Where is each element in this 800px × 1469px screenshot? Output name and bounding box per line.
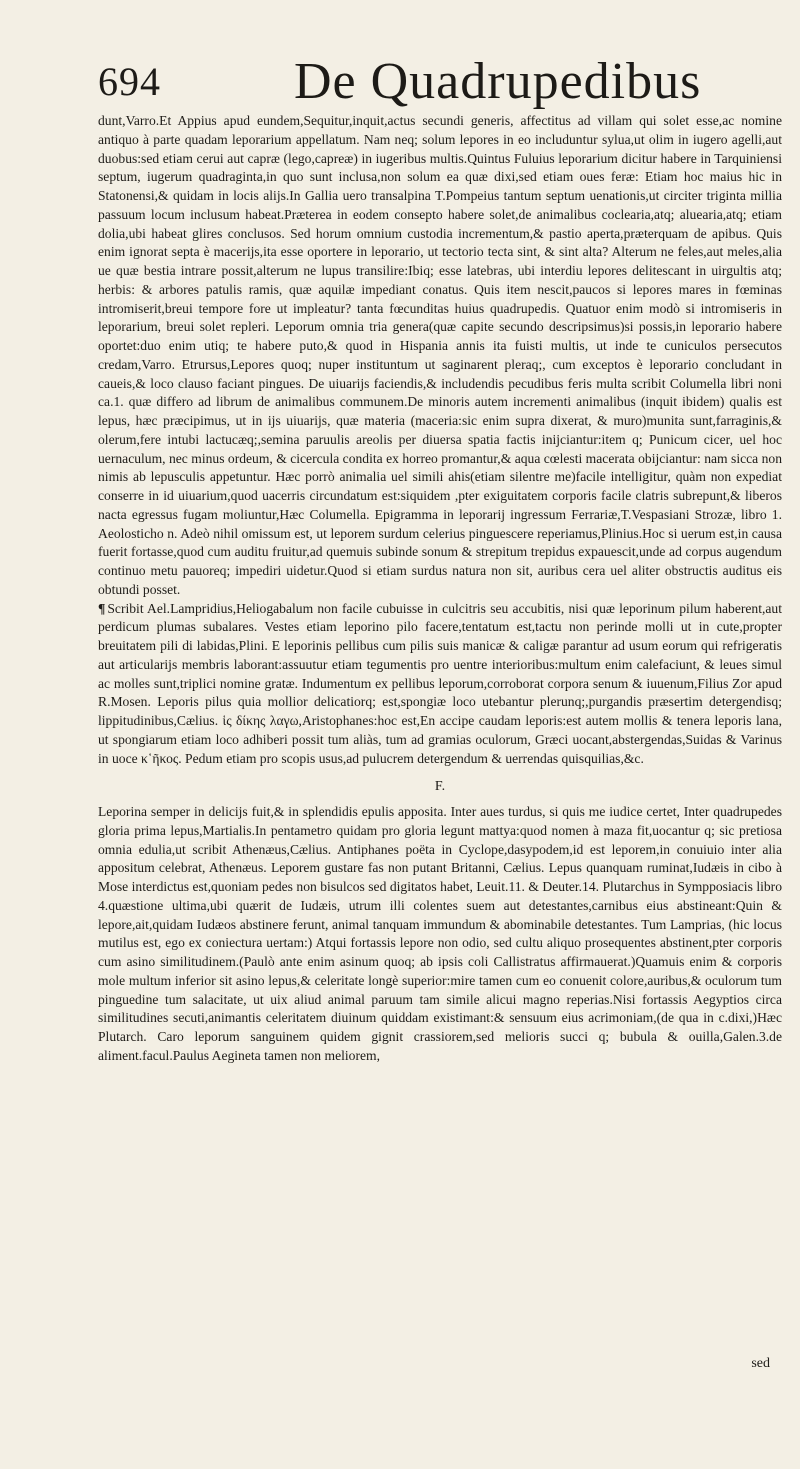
- running-head: De Quadrupedibus: [294, 53, 702, 110]
- catchword: sed: [751, 1356, 770, 1371]
- paragraph: Leporina semper in delicijs fuit,& in splendidis epulis apposita. Inter aues turdus, si quis me iudice certet, Inter quadrupedes gloria prima lepus,Martialis.In pentametro quidam pro gloria legunt mattya:quod nomen à maza fit,uocantur q; sic pretiosa omnia edulia,ut scribit Athenæus,Cælius. Antiphanes poëta in Cyclope,dasypodem,id est leporem,in conuiuio inter alia appositum celebrat, Athenæus. Leporem gustare fas non putant Britanni, Cælius. Lepus quanquam ruminat,Iudæis in cibo à Mose interdictus est,quoniam pedes non bisulcos sed digitatos habet, Leuit.11. & Deuter.14. Plutarchus in Sympposiacis libro 4.quæstione ultima,ubi quærit de Iudæis, utrum illi colentes suem aut detestantes,carnibus eius abstineant:Quin & lepore,ait,quidam Iudæos abstinere ferunt, animal tanquam immundum & abominabile detestantes. Tum Lamprias, (hic locus mutilus est, ego ex coniectura uertam:) Atqui fortassis lepore non odio, sed cultu aliquo prosequentes abstinent,pter corporis cum asino similitudinem.(Paulò ante enim asinum quoq; ab ipsis coli Callistratus affirmauerat.)Quamuis enim & corporis mole multum inferior sit asino lepus,& celeritate longè superior:mire tamen cum eo conuenit colore,auribus,& oculorum tum pinguedine tum salacitate, ut uix aliud animal paruum tam simile alicui magno reperias.Nisi fortassis Aegyptios circa similitudines secuti,animantis celeritatem diuinum quiddam existimant:& sensuum eius acrimoniam,(de qua in c.dixi,)Hæc Plutarch. Caro leporum sanguinem quidem gignit crassiorem,sed melioris succi q; bubula & ouilla,Galen.3.de aliment.facul.Paulus Aegineta tamen non meliorem,: [98, 804, 782, 1063]
- section-letter: F.: [434, 779, 446, 795]
- paragraph: [98, 600, 782, 769]
- body-text: [98, 112, 782, 1066]
- pilcrow-icon: ¶: [98, 600, 106, 616]
- page-header: [98, 52, 782, 108]
- page-number: 694: [98, 59, 161, 104]
- paragraph: dunt,Varro.Et Appius apud eundem,Sequitur,inquit,actus secundi generis, affectitus ad villam qui solet esse,ac nomine antiquo à parte quadam leporarium appellatum. Nam neq; solum lepores in eo includuntur sylua,ut olim in iugero agelli,aut duobus:sed etiam cerui aut capræ (lego,capreæ) in iugeribus multis.Quintus Fuluius leporarium dicitur habere in Tarquiniensi septum, iugerum quadraginta,in quo sunt inclusa,non solum ea quæ dixi,sed etiam oues feræ: Etiam hoc maius hic in Statonensi,& quidam in locis alijs.In Gallia uero transalpina T.Pompeius tantum septum uenationis,ut circiter triginta millia passuum locum inclusum habeat.Præterea in eodem consepto habere solet,de animalibus coclearia,atq; aluearia,atq; etiam dolia,ubi habeat glires conclusos. Sed horum omnium custodia incrementum,& pastio aperta,præterquam de apibus. Quis enim ignorat septa è macerijs,ita esse oportere in leporario, ut tectorio tecta sint, & sint alta? Alterum ne feles,aut meles,alia ue quæ bestia intrare possit,alterum ne lupus transilire:Ibiq; esse latebras, ubi interdiu lepores delitescant in uirgultis atq; herbis: & arbores patulis ramis, quæ aquilæ impediant conatus. Quis item nescit,paucos si lepores mares in fœminas intromiserit,breui tempore fore ut impleatur? tanta fœcunditas huius quadrupedis. Quatuor enim modò si intromiseris in leporarium, breui solet repleri. Leporum omnia tria genera(quæ capite secundo descripsimus)si possis,in leporario habere oportet:duo enim utiq; te habere puto,& quod in Hispania annis ita fuisti multis, ut inde te cuniculos persecutos credam,Varro. Etrursus,Lepores quoq; nuper instituntum ut saginarent pleraq;, cum exceptos è leporario concludant in caueis,& loco clauso faciant pingues. De uiuarijs faciendis,& includendis pecudibus feris multa scribit Columella libri noni ca.1. quæ differo ad librum de animalibus communem.De minoris autem incrementi animalibus (inquit ibidem) qualis est lepus, hæc præcipimus, ut in ijs uiuarijs, quæ materia (maceria:sic enim supra dixerat, & muro)munita sunt,farraginis,& olerum,fere intubi lactucæq;,semina paruulis areolis per diuersa spatia factis inijciantur:item q; Punicum cicer, uel hoc uernaculum, nec minus ordeum, & cicercula condita ex horreo promantur,& aqua cœlesti macerata obijciantur: nam sicca non nimis ab lepusculis appetuntur. Hæc porrò animalia uel simili ahis(etiam silentre me)facile intelligitur, quàm non expediat conserre in id uiuarium,quod uacerris circundatum est:siquidem ,pter exiguitatem corporis facile clatris subrepunt,& liberos nacta egressus fugam moliuntur,Hæc Columella. Epigramma in leporarij ingressum Ferrariæ,T.Vespasiani Strozæ, libro 1. Aeolosticho n. Adeò nihil omissum est, ut leporem surdum celerius pinguescere reperiamus,Plinius.Hoc si uerum est,in causa fuerit fortasse,quod cum auditu fruitur,ad quemuis subinde sonum & strepitum trepidus expauescit,unde ad corpus augendum continuo metu pauoreq; impediri uidetur.Quod si etiam surdus natura non sit, auribus cera uel aliter obstructis auditus eis obtundi posset.: [98, 113, 782, 597]
- paragraph-text: Scribit Ael.Lampridius,Heliogabalum non facile cubuisse in culcitris seu accubitis, nisi quæ leporinum pilum haberent,aut perdicum plumas subalares. Vestes etiam leporino pilo facere,tentatum est,tactu non perinde molli ut in cute,propter breuitatem pili di labidas,Plini. E leporinis pellibus cum pilis suis manicæ & caligæ parantur ad usum eorum qui refrigeratis aut articularijs membris laborant:assuutur etiam tegumentis pro uentre interioribus:multum enim calefaciunt, & leues simul ac molles sunt,triplici nomine gratæ. Indumentum ex pellibus leporum,corroborat corpora senum & iuuenum,Filius Zor apud R.Mosen. Leporis pilus quia mollior delicatiorq; est,spongiæ loco utebantur plerunq;,purgandis præsertim detergendisq; lippitudinibus,Cælius. ἱς δίκης λαγω,Aristophanes:hoc est,En accipe caudam leporis:est autem mollis & tenera leporis lana, ut spongiarum etiam loco adhiberi possit tum aliàs, tum ad gramias oculorum, Græci uocant,abstergendas,Suidas & Varinus in uoce κ῾ῆκος. Pedum etiam pro scopis usus,ad pulucrem detergendum & uerrendas quisquilias,&c.: [98, 600, 782, 766]
